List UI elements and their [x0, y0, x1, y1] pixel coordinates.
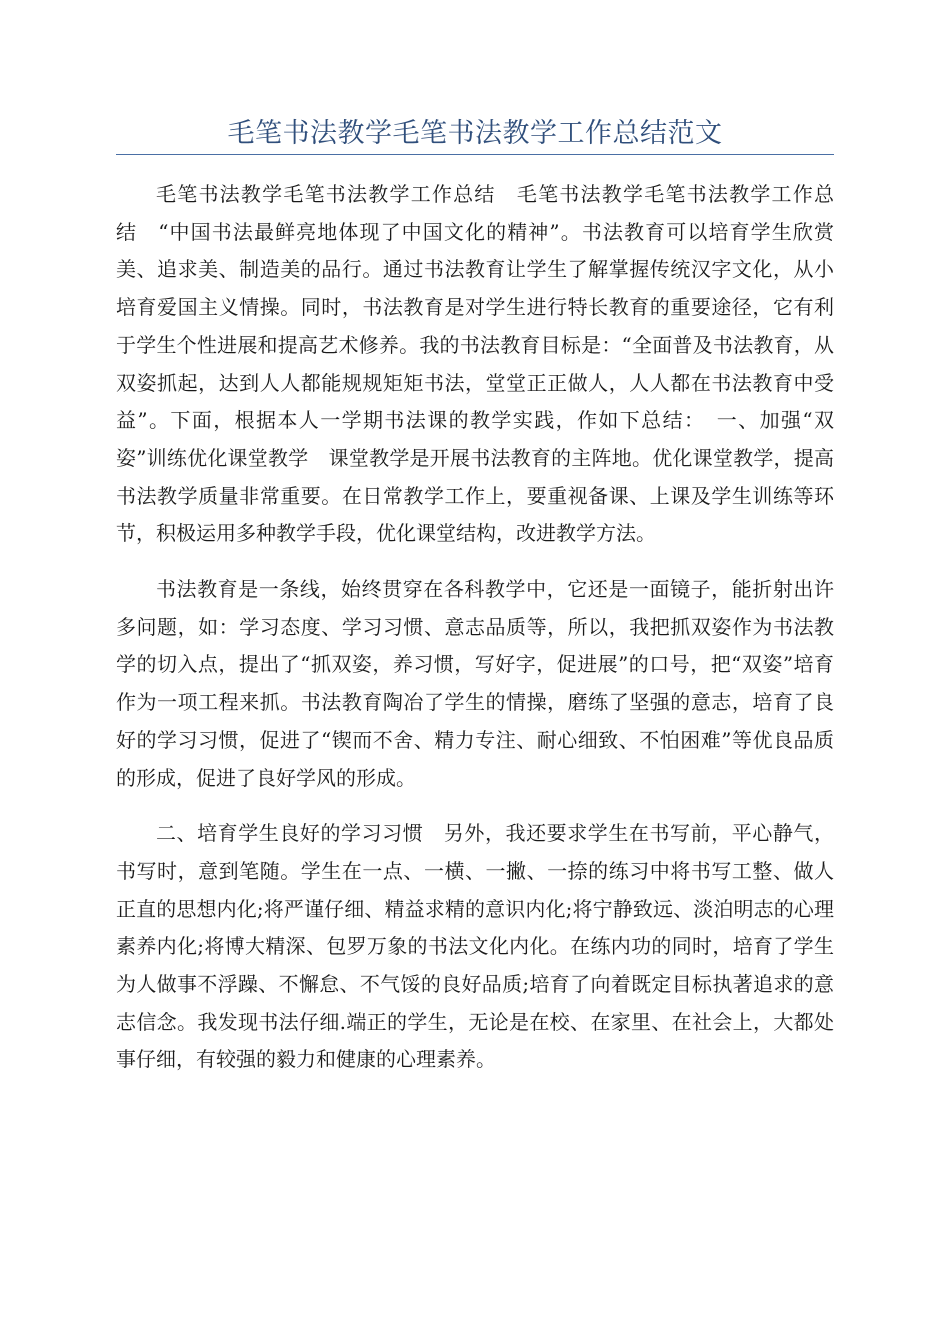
paragraph-3: 二、培育学生良好的学习习惯 另外，我还要求学生在书写前，平心静气，书写时，意到笔随。学生在一点、一横、一撇、一捺的练习中将书写工整、做人正直的思想内化;将严谨仔细、精益求精的意识内化;将宁静致远、淡泊明志的心理素养内化;将博大精深、包罗万象的书法文化内化。在练内功的同时，培育了学生为人做事不浮躁、不懈怠、不气馁的良好品质;培育了向着既定目标执著追求的意志信念。我发现书法仔细.端正的学生，无论是在校、在家里、在社会上，大都处事仔细，有较强的毅力和健康的心理素养。 [116, 821, 834, 1072]
paragraph-1: 毛笔书法教学毛笔书法教学工作总结 毛笔书法教学毛笔书法教学工作总结 “中国书法最鲜亮地体现了中国文化的精神”。书法教育可以培育学生欣赏美、追求美、制造美的品行。通过书法教育让学生了解掌握传统汉字文化，从小培育爱国主义情操。同时，书法教育是对学生进行特长教育的重要途径，它有利于学生个性进展和提高艺术修养。我的书法教育目标是：“全面普及书法教育，从双姿抓起，达到人人都能规规矩矩书法，堂堂正正做人，人人都在书法教育中受益”。下面，根据本人一学期书法课的教学实践，作如下总结： 一、加强“双姿”训练优化课堂教学 课堂教学是开展书法教育的主阵地。优化课堂教学，提高书法教学质量非常重要。在日常教学工作上，要重视备课、上课及学生训练等环节，积极运用多种教学手段，优化课堂结构，改进教学方法。 [116, 182, 834, 546]
title-underline [116, 154, 834, 155]
paragraph-2: 书法教育是一条线，始终贯穿在各科教学中，它还是一面镜子，能折射出许多问题，如：学习态度、学习习惯、意志品质等，所以，我把抓双姿作为书法教学的切入点，提出了“抓双姿，养习惯，写好字，促进展”的口号，把“双姿”培育作为一项工程来抓。书法教育陶冶了学生的情操，磨练了坚强的意志，培育了良好的学习习惯，促进了“锲而不舍、精力专注、耐心细致、不怕困难”等优良品质的形成，促进了良好学风的形成。 [116, 577, 834, 790]
document-body [116, 176, 834, 1097]
document-title: 毛笔书法教学毛笔书法教学工作总结范文 [227, 118, 723, 149]
